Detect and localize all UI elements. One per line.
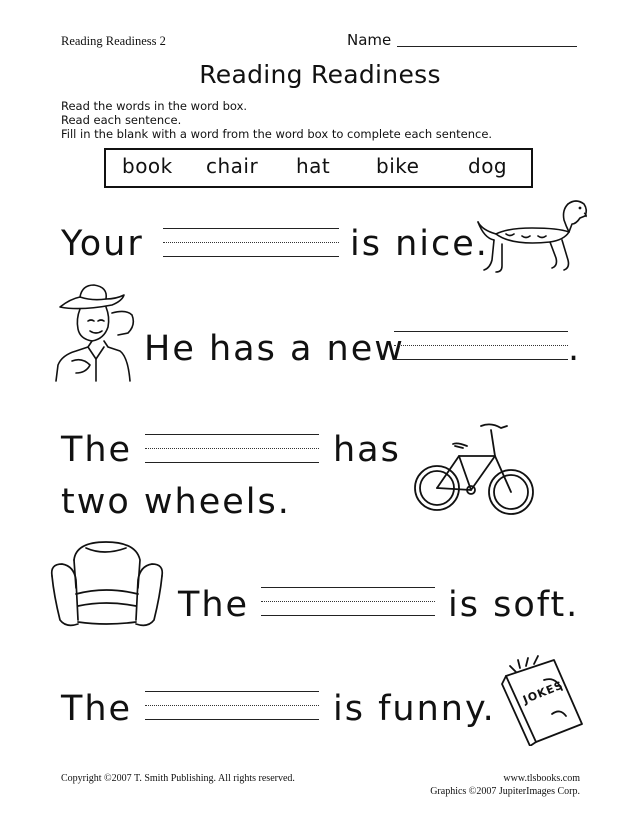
page-title: Reading Readiness bbox=[199, 60, 441, 89]
joke-book-icon bbox=[496, 654, 586, 746]
name-line bbox=[397, 46, 577, 47]
sentence-3-line2: two wheels. bbox=[61, 482, 291, 522]
sentence-3-end: has bbox=[333, 430, 401, 470]
sentence-1-start: Your bbox=[61, 224, 144, 264]
sentence-4-end: is soft. bbox=[448, 585, 580, 625]
answer-blank-2[interactable] bbox=[394, 331, 568, 361]
answer-blank-4[interactable] bbox=[261, 587, 435, 617]
bicycle-icon bbox=[411, 416, 537, 520]
word-box-word: bike bbox=[376, 154, 420, 178]
sentence-1-end: is nice. bbox=[350, 224, 489, 264]
cowboy-hat-man-icon bbox=[46, 281, 150, 383]
sentence-2-end: . bbox=[568, 329, 582, 369]
sentence-4-start: The bbox=[178, 585, 250, 625]
word-box-word: dog bbox=[468, 154, 508, 178]
word-box-word: book bbox=[122, 154, 173, 178]
sentence-2-start: He has a new bbox=[144, 329, 405, 369]
instruction-1: Read the words in the word box. bbox=[61, 99, 248, 113]
worksheet-label: Reading Readiness 2 bbox=[61, 34, 166, 48]
name-label: Name bbox=[347, 31, 392, 49]
answer-blank-1[interactable] bbox=[163, 228, 339, 258]
copyright-text: Copyright ©2007 T. Smith Publishing. All rights reserved. bbox=[61, 773, 295, 784]
sentence-5-start: The bbox=[61, 689, 133, 729]
armchair-icon bbox=[46, 536, 168, 634]
website-text: www.tlsbooks.com bbox=[503, 773, 580, 784]
word-box-word: hat bbox=[296, 154, 331, 178]
instruction-3: Fill in the blank with a word from the word box to complete each sentence. bbox=[61, 127, 493, 141]
dog-icon bbox=[472, 194, 592, 276]
word-box-word: chair bbox=[206, 154, 259, 178]
instruction-2: Read each sentence. bbox=[61, 113, 182, 127]
book-cover-title: JOKES bbox=[521, 678, 566, 707]
graphics-credit: Graphics ©2007 JupiterImages Corp. bbox=[430, 786, 580, 797]
sentence-5-end: is funny. bbox=[333, 689, 496, 729]
answer-blank-5[interactable] bbox=[145, 691, 319, 721]
sentence-3-start: The bbox=[61, 430, 133, 470]
answer-blank-3[interactable] bbox=[145, 434, 319, 464]
